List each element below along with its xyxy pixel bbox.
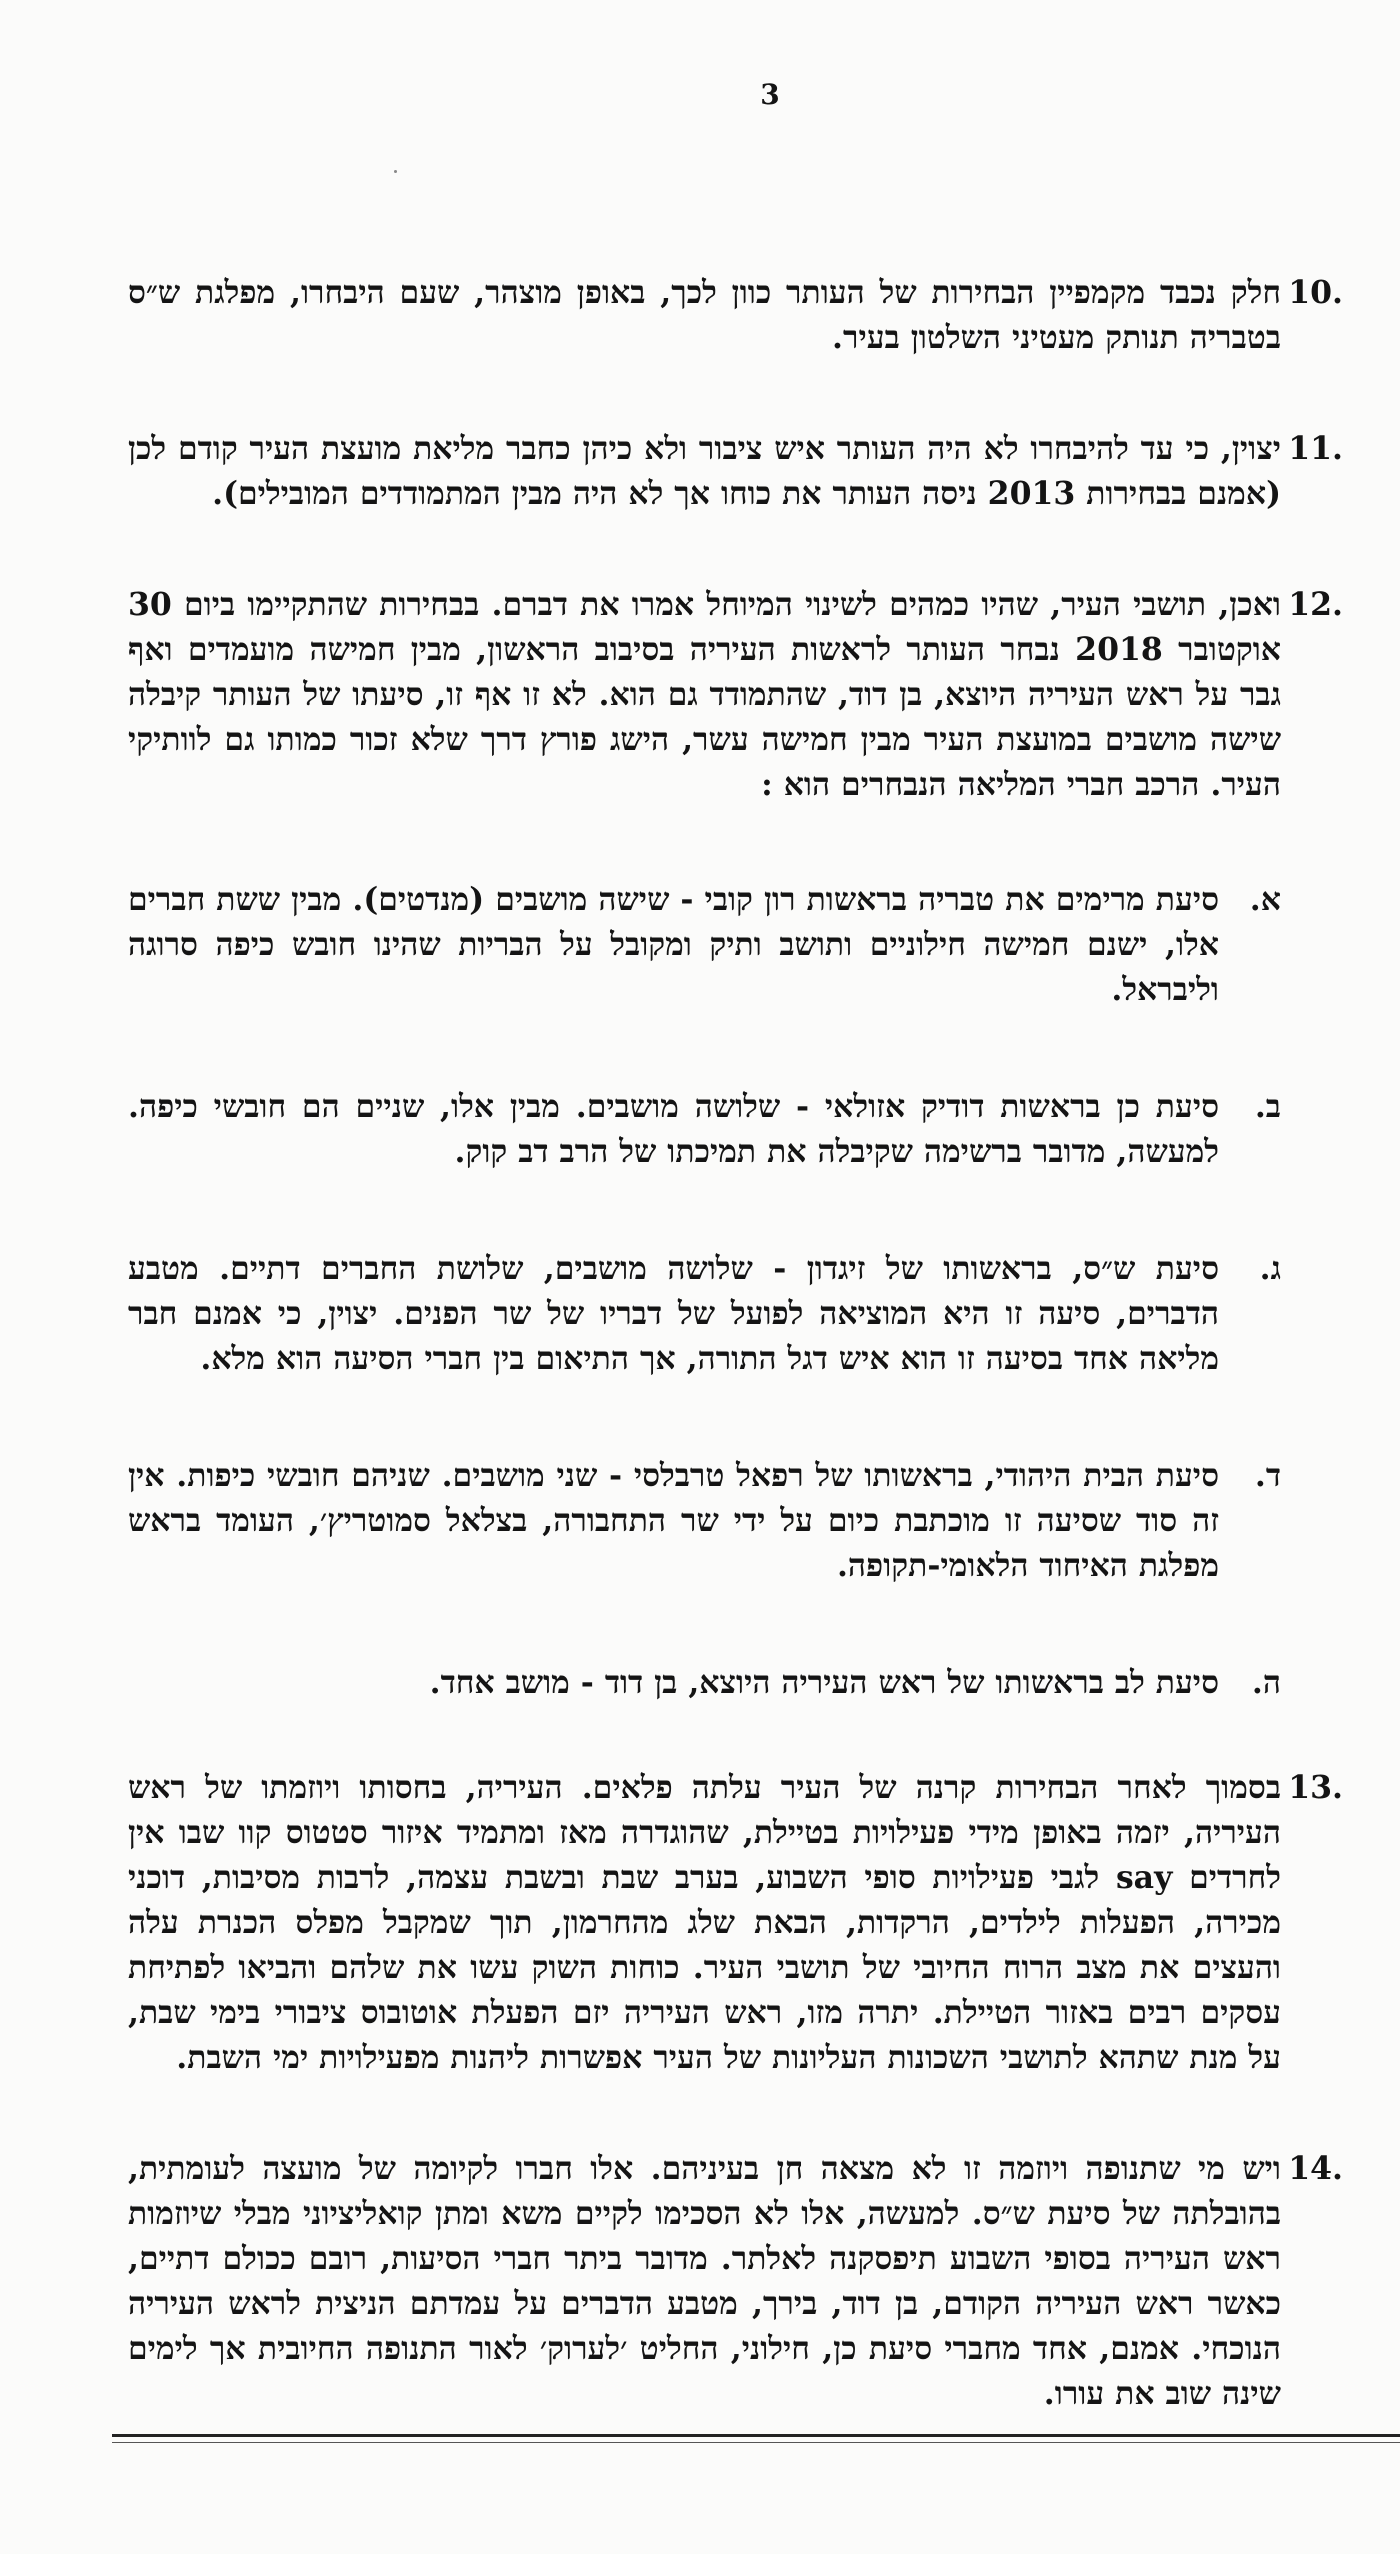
faction-text: סיעת הבית היהודי, בראשותו של רפאל טרבלסי - שני מושבים. שניהם חובשי כיפות. אין זה סוד שסיעה זו מוכתבת כיום על ידי שר התחבורה, בצלאל סמוטריץ׳, העומד בראש מפלגת האיחוד הלאומי-תקופה. (128, 1457, 1219, 1584)
faction-letter: ג. (1259, 1250, 1281, 1287)
paragraph-14 (128, 2146, 1343, 2416)
faction-text: סיעת לב בראשותו של ראש העיריה היוצא, בן דוד - מושב אחד. (429, 1664, 1219, 1701)
paragraph-number: 13. (1288, 1769, 1343, 1806)
paragraph-10 (128, 270, 1343, 360)
paragraph-text: יצוין, כי עד להיבחרו לא היה העותר איש ציבור ולא כיהן כחבר מליאת מועצת העיר קודם לכן (אמנם בבחירות 2013 ניסה העותר את כוחו אך לא היה מבין המתמודדים המובילים). (128, 430, 1281, 512)
paragraph-12 (128, 582, 1343, 807)
faction-item (128, 1660, 1281, 1705)
faction-letter: ה. (1251, 1664, 1281, 1701)
paragraph-11 (128, 426, 1343, 516)
paragraph-text: ואכן, תושבי העיר, שהיו כמהים לשינוי המיוחל אמרו את דברם. בבחירות שהתקיימו ביום 30 אוקטובר 2018 נבחר העותר לראשות העיריה בסיבוב הראשון, מבין חמישה מועמדים ואף גבר על ראש העיריה היוצא, בן דוד, שהתמודד גם הוא. לא זו אף זו, סיעתו של העותר קיבלה שישה מושבים במועצת העיר מבין חמישה עשר, הישג פורץ דרך שלא זכור כמותו גם לוותיקי העיר. הרכב חברי המליאה הנבחרים הוא : (128, 586, 1281, 803)
faction-list (128, 877, 1281, 1705)
page-number: 3 (760, 78, 780, 111)
paragraph-text: בסמוך לאחר הבחירות קרנה של העיר עלתה פלאים. העיריה, בחסותו ויוזמתו של ראש העיריה, יזמה באופן מידי פעילויות בטיילת, שהוגדרה מאז ומתמיד איזור סטטוס קוו שבו אין לחרדים say לגבי פעילויות סופי השבוע, בערב שבת ובשבת עצמה, לרבות מסיבות, דוכני מכירה, הפעלות לילדים, הרקדות, הבאת שלג מהחרמון, תוך שמקבל מפלס הכנרת עלה והעצים את מצב הרוח החיובי של תושבי העיר. כוחות השוק עשו את שלהם והביאו לפתיחת עסקים רבים באזור הטיילת. יתרה מזו, ראש העיריה יזם הפעלת אוטובוס ציבורי בימי שבת, על מנת שתהא לתושבי השכונות העליונות של העיר אפשרות ליהנות מפעילויות ימי השבת. (128, 1769, 1281, 2076)
paragraph-text: חלק נכבד מקמפיין הבחירות של העותר כוון לכך, באופן מוצהר, שעם היבחרו, מפלגת ש״ס בטבריה תנותק מעטיני השלטון בעיר. (128, 274, 1281, 356)
faction-letter: א. (1249, 881, 1281, 918)
paragraph-number: 14. (1288, 2150, 1343, 2187)
faction-text: סיעת כן בראשות דודיק אזולאי - שלושה מושבים. מבין אלו, שניים הם חובשי כיפה. למעשה, מדובר ברשימה שקיבלה את תמיכתו של הרב דב קוק. (128, 1088, 1219, 1170)
footer-rule-secondary (112, 2442, 1400, 2443)
paragraph-number: 12. (1288, 586, 1343, 623)
faction-letter: ד. (1254, 1457, 1281, 1494)
faction-item (128, 1084, 1281, 1174)
footer-rule (112, 2434, 1400, 2437)
paragraph-number: 11. (1288, 430, 1343, 467)
faction-letter: ב. (1254, 1088, 1281, 1125)
paragraph-13 (128, 1765, 1343, 2080)
faction-text: סיעת ש״ס, בראשותו של זיגדון - שלושה מושבים, שלושת החברים דתיים. מטבע הדברים, סיעה זו היא המוציאה לפועל של דבריו של שר הפנים. יצוין, כי אמנם חבר מליאה אחד בסיעה זו הוא איש דגל התורה, אך התיאום בין חברי הסיעה הוא מלא. (128, 1250, 1219, 1377)
paragraph-text: ויש מי שתנופה ויוזמה זו לא מצאה חן בעיניהם. אלו חברו לקיומה של מועצה לעומתית, בהובלתה של סיעת ש״ס. למעשה, אלו לא הסכימו לקיים משא ומתן קואליציוני מבלי שיוזמות ראש העיריה בסופי השבוע תיפסקנה לאלתר. מדובר ביתר חברי הסיעות, רובם ככולם דתיים, כאשר ראש העיריה הקודם, בן דוד, בירך, מטבע הדברים על עמדתם הניצית לראש העיריה הנוכחי. אמנם, אחד מחברי סיעת כן, חילוני, החליט ׳לערוק׳ לאור התנופה החיובית אך לימים שינה שוב את עורו. (128, 2150, 1281, 2412)
paragraph-number: 10. (1288, 274, 1343, 311)
faction-text: סיעת מרימים את טבריה בראשות רון קובי - שישה מושבים (מנדטים). מבין ששת חברים אלו, ישנם חמישה חילוניים ותושב ותיק ומקובל על הבריות שהינו חובש כיפה סרוגה וליבראל. (128, 881, 1219, 1008)
scan-speck (394, 170, 397, 173)
faction-item (128, 877, 1281, 1012)
faction-item (128, 1246, 1281, 1381)
faction-item (128, 1453, 1281, 1588)
document-body (128, 270, 1343, 2482)
